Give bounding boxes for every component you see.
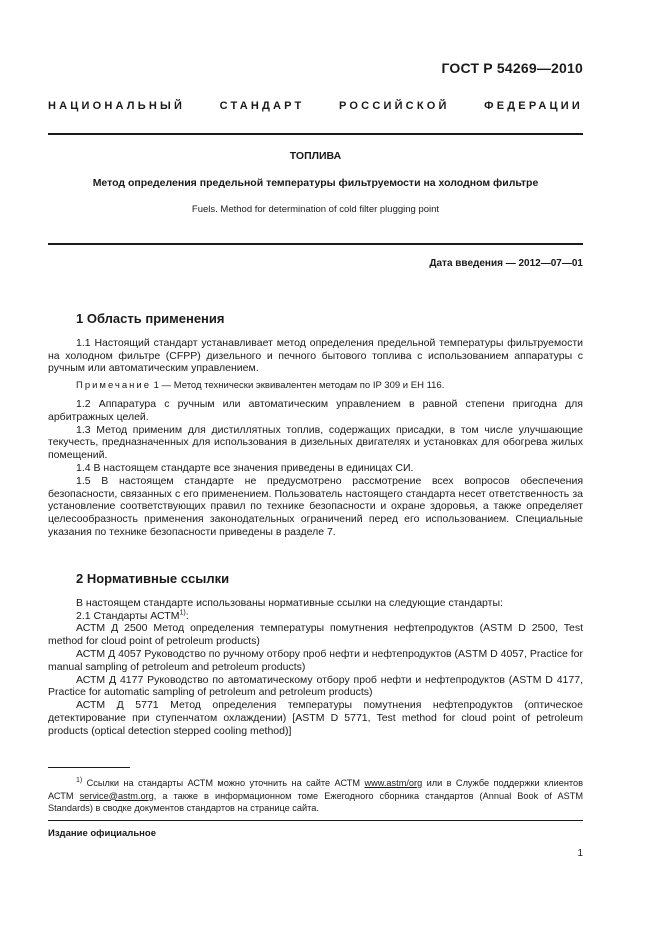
page-number: 1: [577, 848, 583, 859]
edition-label: Издание официальное: [48, 828, 156, 839]
paragraph-2-intro: В настоящем стандарте использованы нормативные ссылки на следующие стандарты:: [76, 596, 503, 609]
standard-number: ГОСТ Р 54269—2010: [441, 60, 583, 76]
footnote-rule: [48, 767, 130, 768]
note-text: 1 — Метод технически эквивалентен методам по IP 309 и ЕН 116.: [151, 380, 445, 392]
reference-astm-d2500: АСТМ Д 2500 Метод определения температуры помутнения нефтепродуктов (ASTM D 2500, Test method for cloud point of petroleum products): [48, 622, 583, 648]
footnote-link-service-email[interactable]: service@astm.org: [79, 790, 154, 801]
title-rule: [48, 243, 583, 245]
footnote-text-a: Ссылки на стандарты АСТМ можно уточнить на сайте АСТМ: [82, 778, 365, 789]
section-1: [48, 313, 583, 539]
document-title-english: Fuels. Method for determination of cold filter plugging point: [191, 204, 440, 215]
footer-rule: [48, 820, 583, 821]
reference-astm-d4057: АСТМ Д 4057 Руководство по ручному отбору проб нефти и нефтепродуктов (ASTM D 4057, Practice for manual sampling of petroleum and petroleum products): [48, 647, 583, 673]
footnote-link-astm-site[interactable]: www.astm/org: [364, 778, 423, 789]
footnote-marker: 1): [76, 777, 83, 784]
paragraph-2-1-end: :: [185, 609, 189, 622]
introduction-date: Дата введения — 2012—07—01: [429, 258, 583, 269]
section-2-heading: 2 Нормативные ссылки: [76, 571, 230, 586]
header-rule: [48, 133, 583, 135]
footnote-ref: 1): [179, 609, 186, 617]
paragraph-1-4: 1.4 В настоящем стандарте все значения приведены в единицах СИ.: [76, 461, 414, 474]
paragraph-2-1: [48, 610, 583, 623]
footnote-text-b: или в Службе поддержки клиентов АСТМ: [48, 778, 583, 801]
paragraph-1-5: 1.5 В настоящем стандарте не предусмотрено рассмотрение всех вопросов обеспечения безопасности, связанных с его применением. Пользователь настоящего стандарта несет ответственность за установление соответствующих правил по технике безопасности и охране здоровья, а также определяет целесообразность применения законодательных ограничений перед его использованием. Специальные указания по технике безопасности приведены в разделе 7.: [48, 474, 583, 538]
section-1-heading: 1 Область применения: [76, 311, 225, 326]
footnote: [48, 775, 583, 815]
document-title: ТОПЛИВА: [289, 150, 342, 162]
document-subtitle: Метод определения предельной температуры фильтруемости на холодном фильтре: [92, 177, 539, 189]
paragraph-1-2: 1.2 Аппаратура с ручным или автоматическим управлением в равной степени пригодна для арбитражных целей.: [48, 397, 583, 423]
paragraph-1-3: 1.3 Метод применим для дистиллятных топлив, содержащих присадки, в том числе улучшающие текучесть, предназначенных для использования в дизельных двигателях и установках для обогрева жилых помещений.: [48, 423, 583, 462]
paragraph-2-1-text: 2.1 Стандарты АСТМ: [76, 609, 180, 622]
section-2: [48, 573, 583, 738]
paragraph-1-1: 1.1 Настоящий стандарт устанавливает метод определения предельной температуры фильтруемости на холодном фильтре (CFPP) дизельного и печного бытового топлива с использованием аппаратуры с ручным или автоматическим управлением.: [48, 336, 583, 375]
footnote-text-c: , а также в информационном томе Ежегодного сборника стандартов (Annual Book of ASTM Standards) в сводке документов стандартов на странице сайта.: [48, 790, 583, 814]
reference-astm-d4177: АСТМ Д 4177 Руководство по автоматическому отбору проб нефти и нефтепродуктов (ASTM D 4177, Practice for automatic sampling of petroleum and petroleum products): [48, 673, 583, 699]
national-standard-banner: НАЦИОНАЛЬНЫЙ СТАНДАРТ РОССИЙСКОЙ ФЕДЕРАЦИИ: [48, 100, 583, 112]
reference-astm-d5771: АСТМ Д 5771 Метод определения температуры помутнения нефтепродуктов (оптическое детектирование при ступенчатом охлаждении) [ASTM D 5771, Test method for cloud point of petroleum products (optical detection stepped cooling method)]: [48, 699, 583, 737]
note-1: [48, 380, 583, 393]
note-label: Примечание: [76, 380, 151, 392]
